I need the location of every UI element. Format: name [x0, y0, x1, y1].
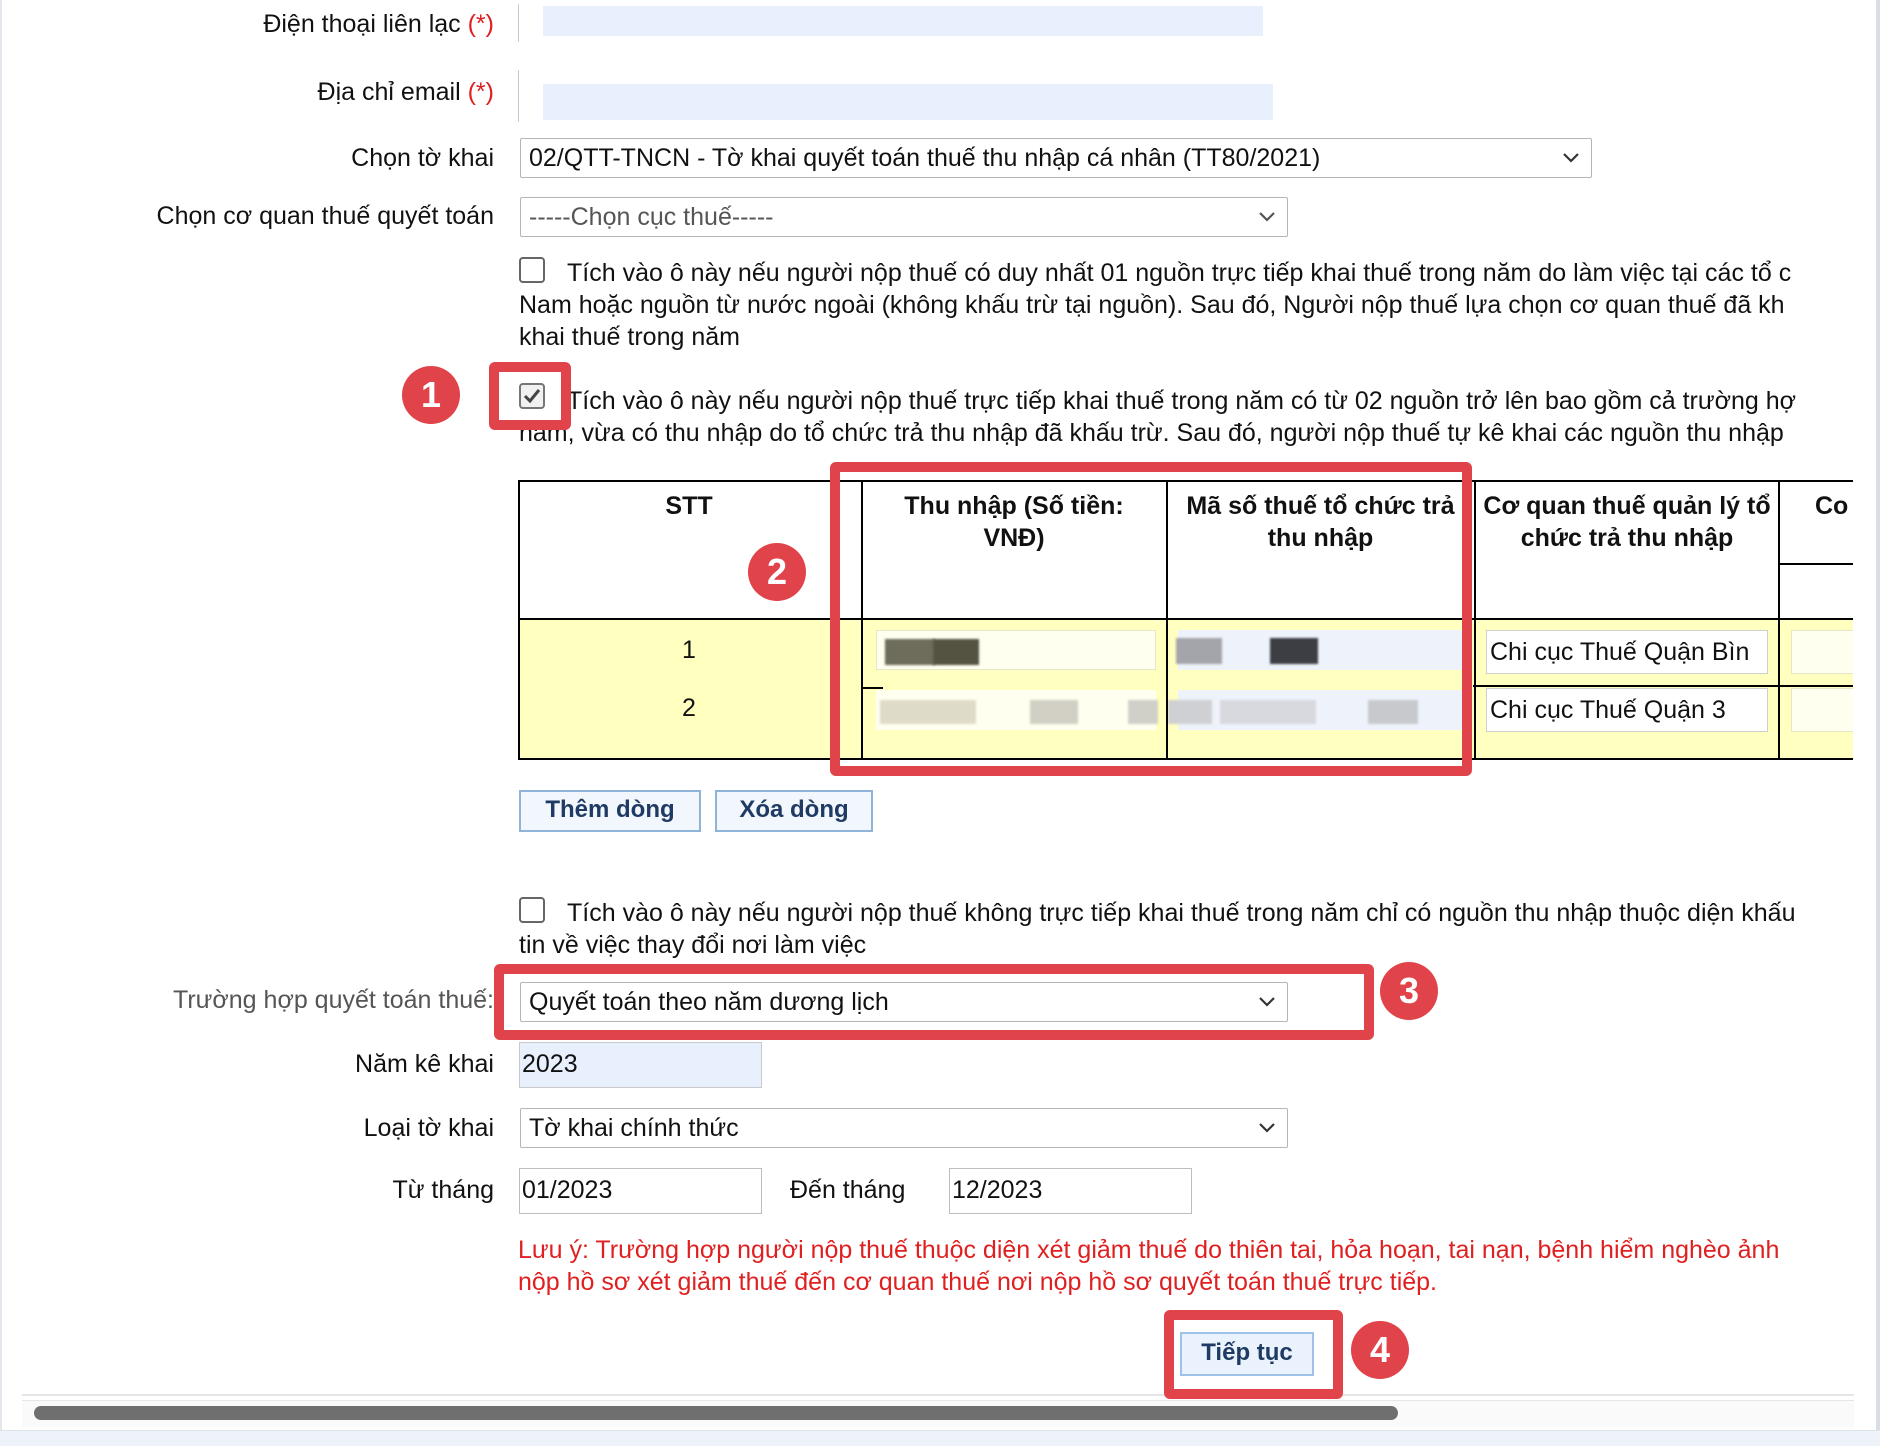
horizontal-scrollbar-thumb[interactable]	[34, 1406, 1398, 1420]
single-source-checkbox[interactable]	[519, 257, 545, 283]
no-direct-checkbox[interactable]	[519, 897, 545, 923]
single-source-line3: khai thuế trong năm	[519, 323, 740, 351]
highlight-box-4	[1164, 1310, 1343, 1399]
email-input[interactable]	[518, 70, 1288, 122]
annotation-badge-2: 2	[748, 543, 806, 601]
email-label-text: Địa chỉ email	[317, 78, 461, 106]
multi-source-line2: năm, vừa có thu nhập do tổ chức trả thu nhập đã khấu trừ. Sau đó, người nộp thuế tự kê khai các nguồn thu nhập	[519, 419, 1784, 447]
table-col-divider-3	[1474, 480, 1476, 760]
settlement-case-selected: Quyết toán theo năm dương lịch	[529, 988, 889, 1016]
row2-authority-field[interactable]: Chi cục Thuế Quận 3	[1486, 688, 1768, 732]
tax-authority-select[interactable]	[520, 197, 1288, 237]
to-month-input[interactable]: 12/2023	[949, 1168, 1192, 1214]
add-row-button[interactable]: Thêm dòng	[519, 790, 701, 832]
year-input[interactable]: 2023	[519, 1042, 762, 1088]
from-month-label: Từ tháng	[392, 1176, 494, 1204]
multi-source-line1: Tích vào ô này nếu người nộp thuế trực tiếp khai thuế trong năm có từ 02 nguồn trở lên bao gồm cả trường hợ	[567, 387, 1797, 415]
highlight-box-2	[830, 462, 1472, 776]
annotation-badge-1: 1	[402, 366, 460, 424]
row2-extra-input[interactable]	[1791, 688, 1853, 732]
table-col-divider-4	[1778, 480, 1780, 760]
no-direct-line1: Tích vào ô này nếu người nộp thuế không trực tiếp khai thuế trong năm chỉ có nguồn thu nhập thuộc diện khấu	[567, 899, 1796, 927]
table-row-divider	[1473, 685, 1853, 687]
note-line1: Lưu ý: Trường hợp người nộp thuế thuộc diện xét giảm thuế do thiên tai, hỏa hoạn, tai nạn, bệnh hiểm nghèo ảnh	[518, 1236, 1780, 1264]
no-direct-line2: tin về việc thay đổi nơi làm việc	[519, 931, 867, 959]
chevron-down-icon	[1257, 1118, 1277, 1138]
declaration-form-selected: 02/QTT-TNCN - Tờ khai quyết toán thuế thu nhập cá nhân (TT80/2021)	[529, 144, 1321, 172]
phone-label-text: Điện thoại liên lạc	[263, 10, 461, 38]
email-required-mark: (*)	[467, 78, 494, 106]
row2-stt: 2	[682, 694, 696, 722]
tax-authority-label: Chọn cơ quan thuế quyết toán	[156, 202, 494, 230]
to-month-label: Đến tháng	[790, 1176, 906, 1204]
header-authority: Cơ quan thuế quản lý tổ chức trả thu nhập	[1483, 492, 1771, 552]
single-source-line2: Nam hoặc nguồn từ nước ngoài (không khấu trừ tại nguồn). Sau đó, Người nộp thuế lựa chọn cơ quan thuế đã kh	[519, 291, 1785, 319]
content-divider	[22, 1394, 1854, 1396]
chevron-down-icon	[1257, 207, 1277, 227]
header-stt: STT	[665, 492, 713, 520]
row1-authority-field[interactable]: Chi cục Thuế Quận Bìn	[1486, 630, 1768, 674]
settlement-case-label: Trường hợp quyết toán thuế:	[172, 986, 494, 1014]
declaration-type-label: Loại tờ khai	[363, 1114, 494, 1142]
annotation-badge-3: 3	[1380, 962, 1438, 1020]
email-input-fill	[543, 84, 1273, 120]
annotation-badge-4: 4	[1351, 1321, 1409, 1379]
highlight-box-3	[494, 964, 1374, 1040]
chevron-down-icon	[1561, 148, 1581, 168]
phone-input-fill	[543, 6, 1263, 36]
row1-stt: 1	[682, 636, 696, 664]
from-month-input[interactable]: 01/2023	[519, 1168, 762, 1214]
year-label: Năm kê khai	[355, 1050, 494, 1078]
row1-extra-input[interactable]	[1791, 630, 1853, 674]
highlight-box-1	[489, 362, 571, 430]
declaration-type-select[interactable]	[520, 1108, 1288, 1148]
phone-required-mark: (*)	[467, 10, 494, 38]
header-tax-code: Mã số thuế tổ chức trả thu nhập	[1186, 492, 1455, 552]
phone-label	[263, 10, 494, 39]
phone-input[interactable]	[518, 4, 1288, 42]
email-label	[318, 78, 494, 107]
delete-row-button[interactable]: Xóa dòng	[715, 790, 873, 832]
table-subheader-line	[1778, 563, 1853, 565]
table-left-border	[518, 480, 520, 760]
left-edge	[0, 0, 2, 1430]
bottom-strip	[0, 1430, 1880, 1446]
declaration-form-select[interactable]	[520, 138, 1592, 178]
declaration-form-label: Chọn tờ khai	[351, 144, 494, 172]
tax-authority-selected: -----Chọn cục thuế-----	[529, 203, 774, 231]
continue-button[interactable]: Tiếp tục	[1180, 1332, 1314, 1376]
right-frame	[1876, 0, 1880, 1446]
header-income: Thu nhập (Số tiền: VNĐ)	[904, 492, 1124, 552]
declaration-type-selected: Tờ khai chính thức	[529, 1114, 739, 1142]
single-source-line1: Tích vào ô này nếu người nộp thuế có duy nhất 01 nguồn trực tiếp khai thuế trong năm do làm việc tại các tổ c	[567, 259, 1792, 287]
note-line2: nộp hồ sơ xét giảm thuế đến cơ quan thuế nơi nộp hồ sơ quyết toán thuế trực tiếp.	[518, 1268, 1438, 1296]
header-extra: Co	[1815, 492, 1849, 520]
